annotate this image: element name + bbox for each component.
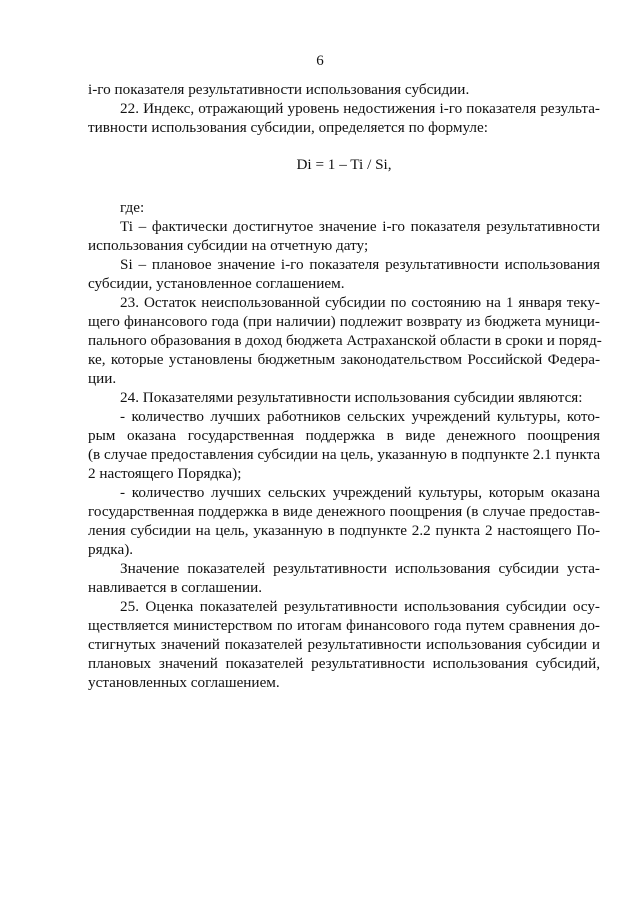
text-line: государственная поддержка в виде денежного поощрения (в случае предостав- xyxy=(88,503,600,520)
text-line: (в случае предоставления субсидии на цель, указанную в подпункте 2.1 пункта xyxy=(88,446,601,463)
text-line: установленных соглашением. xyxy=(88,674,280,691)
list-item-workers xyxy=(88,407,600,483)
text-line: 23. Остаток неиспользованной субсидии по состоянию на 1 января теку- xyxy=(120,294,600,311)
text-line: рядка). xyxy=(88,541,134,558)
paragraph-25 xyxy=(88,597,600,692)
text-line: навливается в соглашении. xyxy=(88,579,263,596)
formula: Di = 1 – Ti / Si, xyxy=(296,156,392,173)
text-line: 22. Индекс, отражающий уровень недостижения i-го показателя результа- xyxy=(120,100,600,117)
text-line: ществляется министерством по итогам финансового года путем сравнения до- xyxy=(88,617,600,634)
text-line: где: xyxy=(120,199,145,216)
paragraph-values xyxy=(88,559,600,597)
paragraph-24 xyxy=(88,388,600,407)
text-line: 25. Оценка показателей результативности использования субсидии осу- xyxy=(120,598,600,615)
text-line: Si – плановое значение i-го показателя результативности использования xyxy=(120,256,600,273)
text-line: стигнутых значений показателей результативности использования субсидии и xyxy=(88,636,600,653)
text-line: i-го показателя результативности использования субсидии. xyxy=(88,81,470,98)
text-line: пального образования в доход бюджета Астраханской области в сроки и поряд- xyxy=(88,332,602,349)
text-line: рым оказана государственная поддержка в виде денежного поощрения xyxy=(88,427,600,444)
text-line: щего финансового года (при наличии) подлежит возврату из бюджета муници- xyxy=(88,313,600,330)
paragraph-where xyxy=(88,198,600,217)
text-line: ции. xyxy=(88,370,117,387)
text-line: Ti – фактически достигнутое значение i-го показателя результативности xyxy=(120,218,600,235)
document-body xyxy=(88,80,600,692)
text-line: плановых значений показателей результативности использования субсидий, xyxy=(88,655,600,672)
text-line: 2 настоящего Порядка); xyxy=(88,465,242,482)
definition-si xyxy=(88,255,600,293)
text-line: ления субсидии на цель, указанную в подпункте 2.2 пункта 2 настоящего По- xyxy=(88,522,600,539)
text-line: Значение показателей результативности использования субсидии уста- xyxy=(120,560,600,577)
text-line: - количество лучших сельских учреждений культуры, которым оказана xyxy=(120,484,600,501)
list-item-institutions xyxy=(88,483,600,559)
text-line: субсидии, установленное соглашением. xyxy=(88,275,345,292)
paragraph-continuation xyxy=(88,80,600,99)
paragraph-22 xyxy=(88,99,600,137)
text-line: использования субсидии на отчетную дату; xyxy=(88,237,369,254)
text-line: 24. Показателями результативности использования субсидии являются: xyxy=(120,389,583,406)
definition-ti xyxy=(88,217,600,255)
paragraph-23 xyxy=(88,293,600,388)
text-line: тивности использования субсидии, определяется по формуле: xyxy=(88,119,488,136)
page-number: 6 xyxy=(316,53,324,69)
text-line: - количество лучших работников сельских учреждений культуры, кото- xyxy=(120,408,600,425)
text-line: ке, которые установлены бюджетным законодательством Российской Федера- xyxy=(88,351,600,368)
